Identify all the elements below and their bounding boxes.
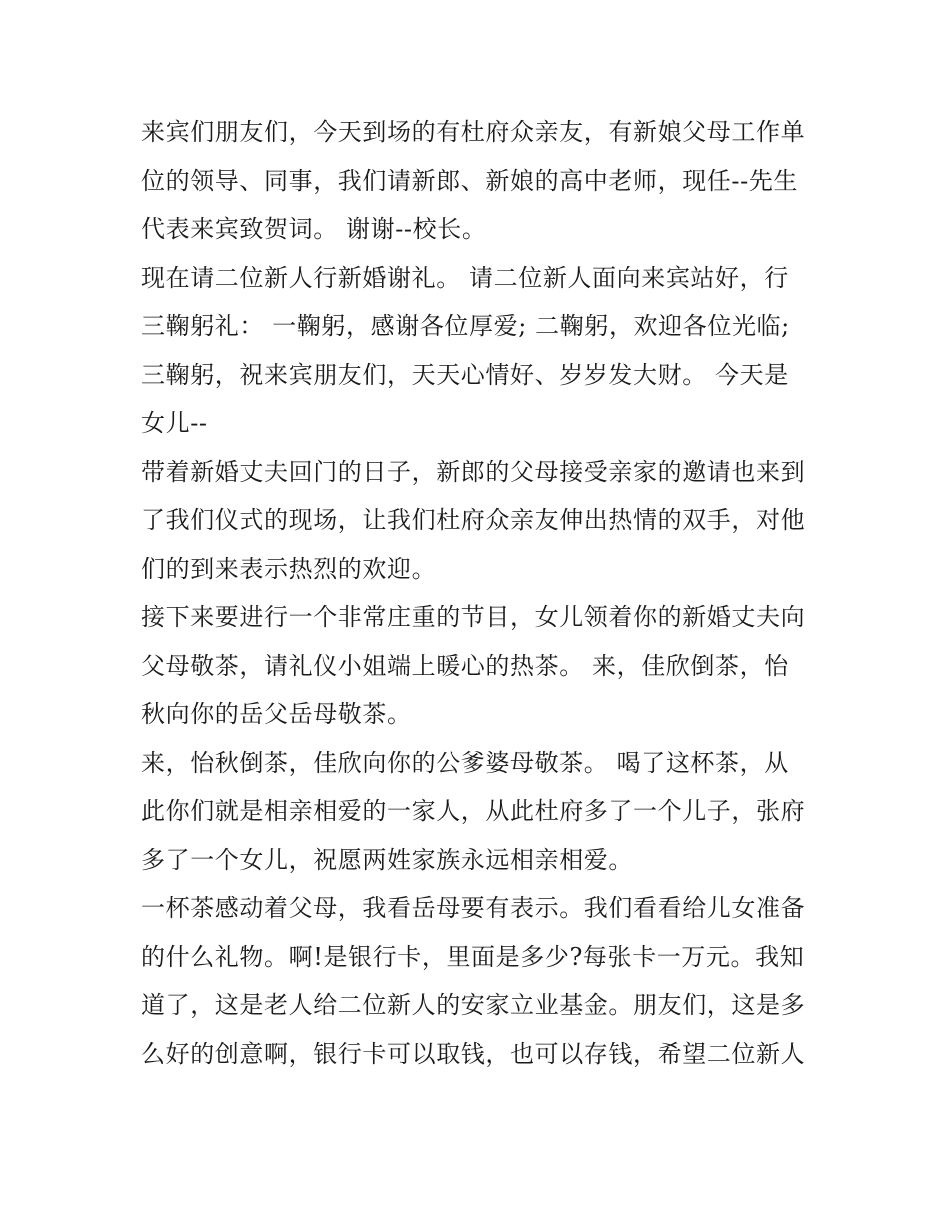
paragraph-tea-ceremony [141,593,821,739]
text-line: 带着新婚丈夫回门的日子，新郎的父母接受亲家的邀请也来到 [141,457,806,486]
text-line: 多了一个女儿，祝愿两姓家族永远相亲相爱。 [141,845,633,874]
text-line: 代表来宾致贺词。 谢谢--校长。 [141,215,487,243]
text-line: 父母敬茶，请礼仪小姐端上暖心的热茶。 来，佳欣倒茶，怡 [141,651,789,680]
paragraph-thanks-ceremony [141,254,821,448]
text-line: 三鞠躬，祝来宾朋友们，天天心情好、岁岁发大财。 今天是 [141,360,789,389]
text-line: 女儿-- [141,409,208,437]
text-line: 秋向你的岳父岳母敬茶。 [141,700,412,728]
text-line: 位的领导、同事，我们请新郎、新娘的高中老师，现任--先生 [141,166,799,195]
text-line: 三鞠躬礼： 一鞠躬，感谢各位厚爱; 二鞠躬，欢迎各位光临; [141,312,790,340]
text-line: 一杯茶感动着父母，我看岳母要有表示。我们看看给儿女准备 [141,894,806,922]
text-line: 们的到来表示热烈的欢迎。 [141,554,437,583]
text-line: 了我们仪式的现场，让我们杜府众亲友伸出热情的双手，对他 [141,506,806,534]
text-line: 道了，这是老人给二位新人的安家立业基金。朋友们，这是多 [141,991,806,1019]
text-line: 接下来要进行一个非常庄重的节目，女儿领着你的新婚丈夫向 [141,603,806,631]
text-line: 来，怡秋倒茶，佳欣向你的公爹婆母敬茶。 喝了这杯茶，从 [141,748,789,777]
text-line: 来宾们朋友们，今天到场的有杜府众亲友，有新娘父母工作单 [141,118,806,146]
paragraph-welcome-parents [141,448,821,594]
paragraph-guest-remarks [141,108,821,254]
document-body [141,108,821,1078]
paragraph-gift [141,884,821,1078]
text-line: 此你们就是相亲相爱的一家人，从此杜府多了一个儿子，张府 [141,797,806,825]
paragraph-in-laws-tea [141,739,821,885]
text-line: 现在请二位新人行新婚谢礼。 请二位新人面向来宾站好，行 [141,263,789,292]
text-line: 的什么礼物。啊!是银行卡，里面是多少?每张卡一万元。我知 [141,942,805,971]
text-line: 么好的创意啊，银行卡可以取钱，也可以存钱，希望二位新人 [141,1039,806,1068]
